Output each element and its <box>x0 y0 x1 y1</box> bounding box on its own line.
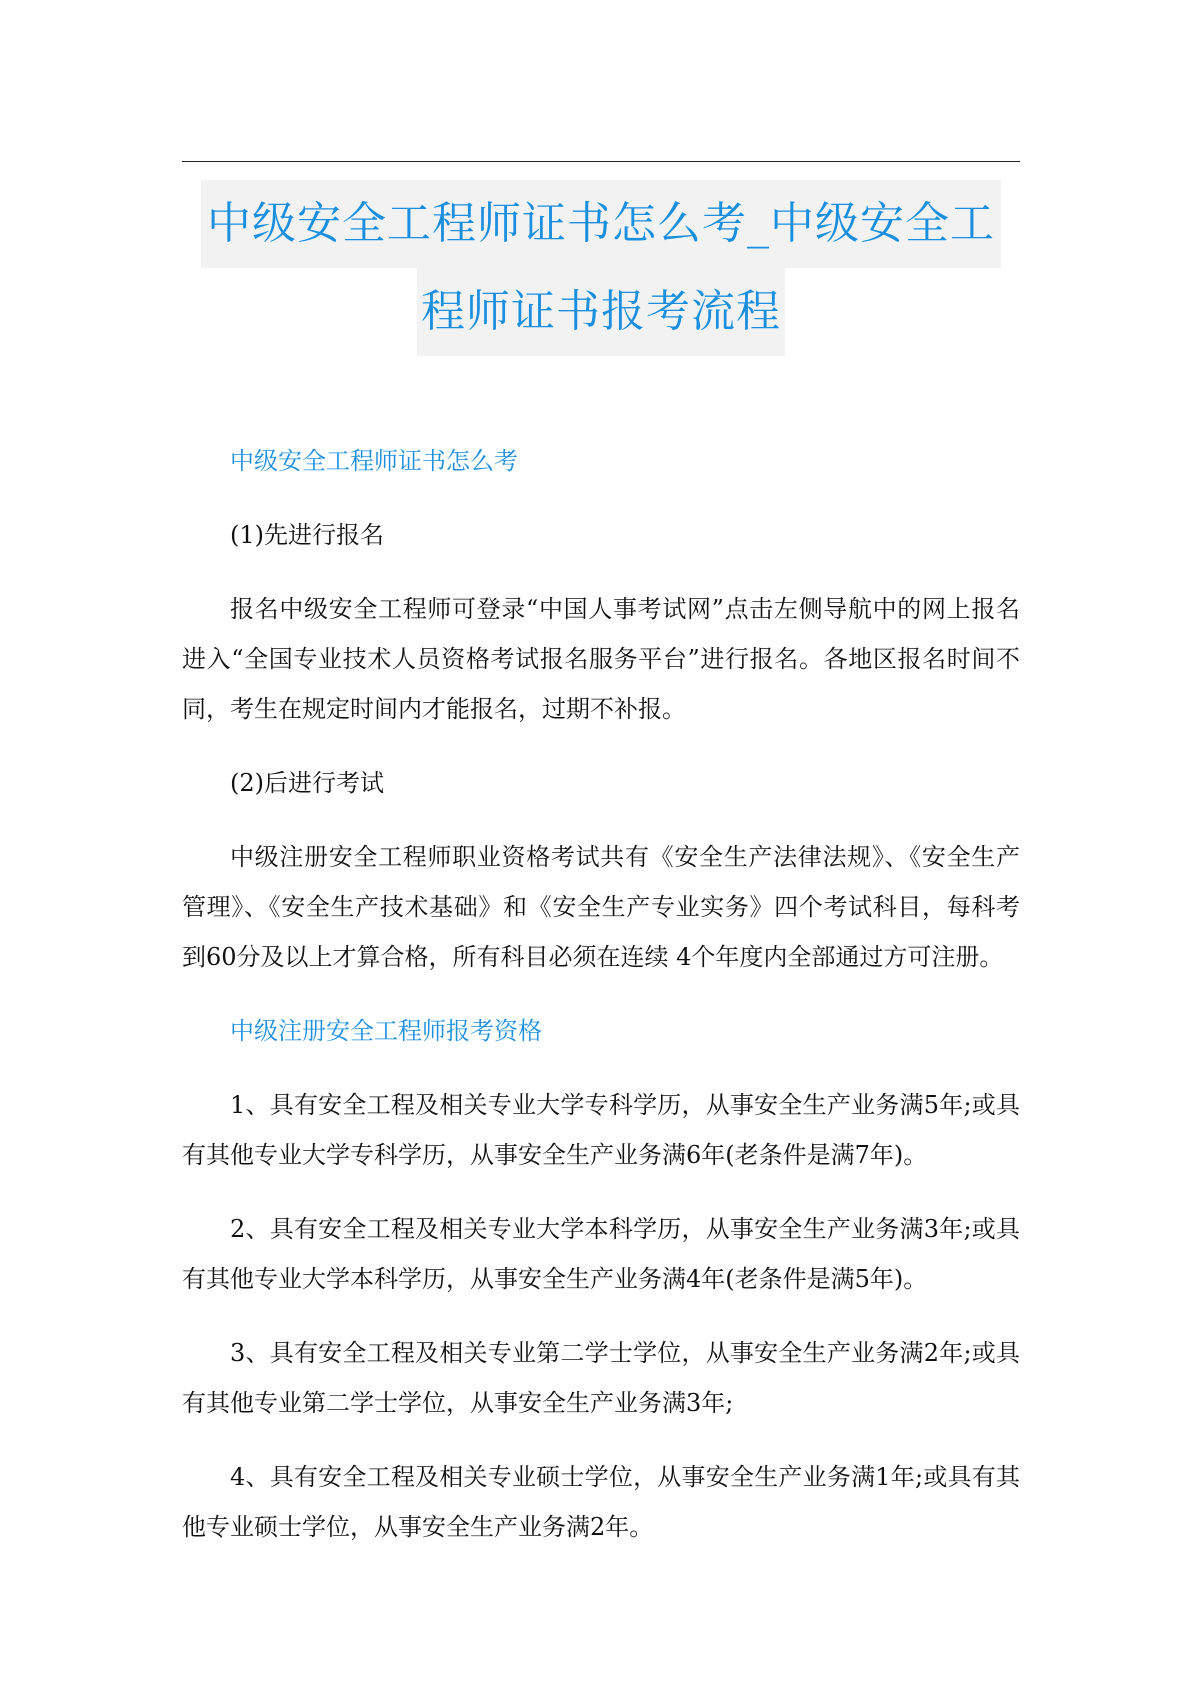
step-2-label: (2)后进行考试 <box>230 769 384 797</box>
eligibility-item-2: 2、具有安全工程及相关专业大学本科学历，从事安全生产业务满3年;或具有其他专业大学本科学历，从事安全生产业务满4年(老条件是满5年)。 <box>182 1215 1020 1293</box>
eligibility-item-4: 4、具有安全工程及相关专业硕士学位，从事安全生产业务满1年;或具有其他专业硕士学位，从事安全生产业务满2年。 <box>182 1463 1020 1541</box>
title-line-2: 程师证书报考流程 <box>417 268 785 356</box>
eligibility-item-3: 3、具有安全工程及相关专业第二学士学位，从事安全生产业务满2年;或具有其他专业第二学士学位，从事安全生产业务满3年; <box>182 1339 1020 1417</box>
exam-paragraph: 中级注册安全工程师职业资格考试共有《安全生产法律法规》、《安全生产管理》、《安全生产技术基础》和《安全生产专业实务》四个考试科目，每科考到60分及以上才算合格，所有科目必须在连续 4个年度内全部通过方可注册。 <box>182 843 1020 971</box>
document-title <box>182 180 1020 356</box>
title-line-1: 中级安全工程师证书怎么考_中级安全工 <box>201 180 1001 268</box>
step-1-label: (1)先进行报名 <box>230 521 384 549</box>
section-heading-eligibility: 中级注册安全工程师报考资格 <box>230 1017 542 1045</box>
header-rule <box>182 161 1020 162</box>
document-body <box>182 436 1020 1576</box>
section-heading-how-to-get: 中级安全工程师证书怎么考 <box>230 447 518 475</box>
eligibility-item-1: 1、具有安全工程及相关专业大学专科学历，从事安全生产业务满5年;或具有其他专业大学专科学历，从事安全生产业务满6年(老条件是满7年)。 <box>182 1091 1020 1169</box>
registration-paragraph: 报名中级安全工程师可登录“中国人事考试网”点击左侧导航中的网上报名进入“全国专业技术人员资格考试报名服务平台”进行报名。各地区报名时间不同，考生在规定时间内才能报名，过期不补报。 <box>182 595 1020 723</box>
